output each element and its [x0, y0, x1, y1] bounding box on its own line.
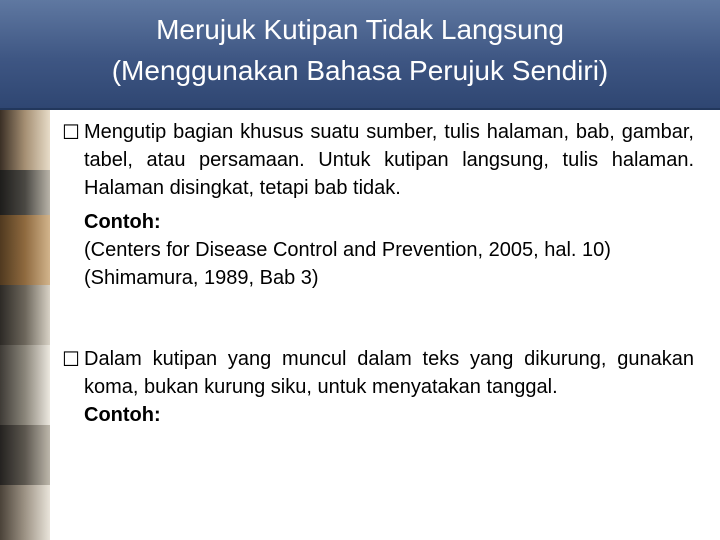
slide-title-line-2: (Menggunakan Bahasa Perujuk Sendiri): [111, 55, 609, 86]
slide-title-line-1: Merujuk Kutipan Tidak Langsung: [156, 14, 564, 45]
bullet-text: Mengutip bagian khusus suatu sumber, tulis halaman, bab, gambar, tabel, atau persamaan. Untuk kutipan langsung, tulis halaman. Halaman disingkat, tetapi bab tidak.: [84, 121, 694, 199]
bullet-text: Dalam kutipan yang muncul dalam teks yang dikurung, gunakan koma, bukan kurung siku, untuk menyatakan tanggal.: [84, 348, 694, 398]
bullet-item-1: [62, 118, 694, 202]
photo-segment: [0, 215, 50, 285]
example-label: Contoh:: [84, 211, 161, 233]
example-citation: (Shimamura, 1989, Bab 3): [84, 267, 319, 289]
decorative-photo-strip: [0, 110, 50, 540]
checkbox-bullet-icon: ☐: [62, 347, 80, 371]
photo-segment: [0, 345, 50, 425]
photo-segment: [0, 170, 50, 215]
photo-segment: [0, 110, 50, 170]
example-block-1: [84, 208, 694, 292]
photo-segment: [0, 285, 50, 345]
example-block-2: [84, 401, 694, 429]
slide-body: [62, 118, 694, 429]
title-bar: [0, 0, 720, 110]
example-citation: (Centers for Disease Control and Prevention, 2005, hal. 10): [84, 239, 611, 261]
photo-segment: [0, 485, 50, 540]
example-label: Contoh:: [84, 404, 161, 426]
checkbox-bullet-icon: ☐: [62, 120, 80, 144]
photo-segment: [0, 425, 50, 485]
bullet-item-2: [62, 345, 694, 401]
